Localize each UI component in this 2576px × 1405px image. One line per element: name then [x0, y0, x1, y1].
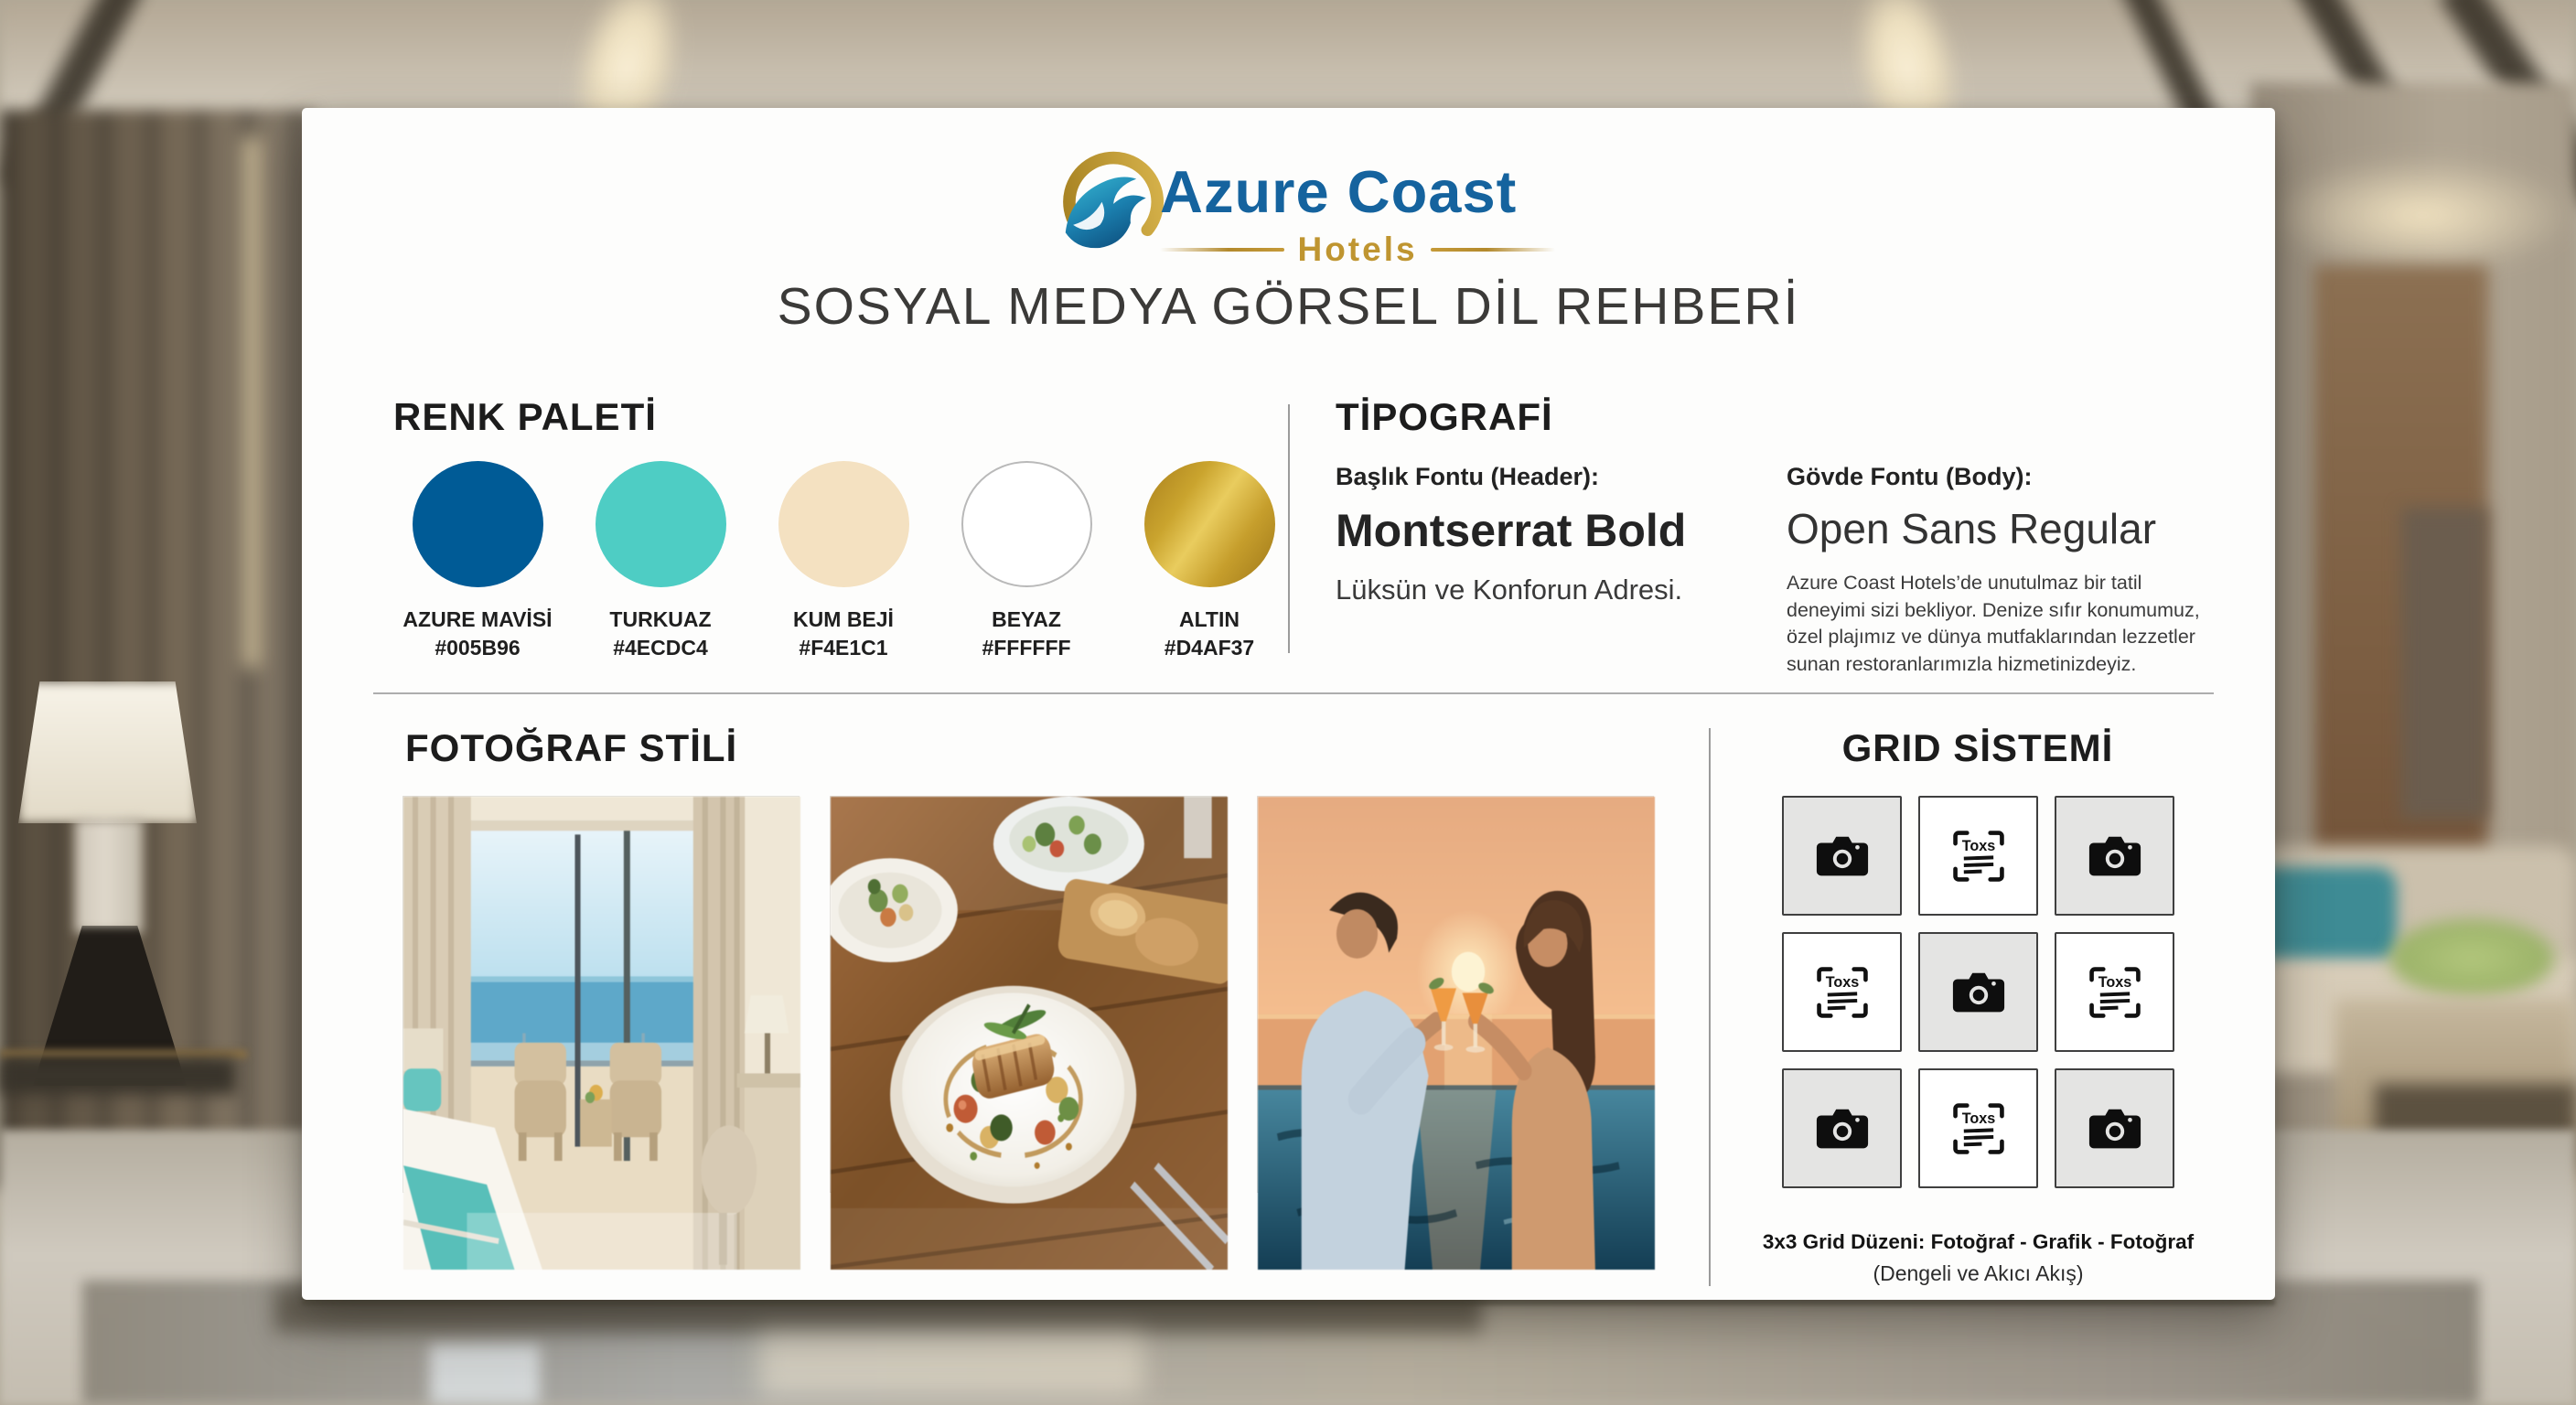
header-font-label: Başlık Fontu (Header):	[1336, 463, 1600, 490]
header-font-name: Montserrat Bold	[1336, 505, 1687, 556]
color-swatch-sand	[752, 461, 935, 662]
grid-cell-graphic	[1918, 796, 2038, 916]
camera-icon	[2087, 833, 2143, 879]
vertical-divider-top	[1288, 404, 1290, 653]
wall-art	[2401, 508, 2488, 819]
color-swatch-white	[935, 461, 1118, 662]
svg-text:Toxs: Toxs	[1961, 1110, 1995, 1127]
plant	[2389, 919, 2554, 997]
gold-divider-left	[1160, 248, 1284, 252]
brand-guide-card	[302, 108, 2275, 1300]
horizontal-divider	[373, 692, 2214, 694]
color-swatches	[386, 461, 1301, 662]
color-circle-gold	[1144, 461, 1275, 587]
cove-light	[2269, 156, 2576, 274]
body-font-sample: Azure Coast Hotels’de unutulmaz bir tatil deneyimi sizi bekliyor. Denize sıfır konumumuz, özel plajımız ve dünya mutfaklarından lezzetler sunan restoranlarımızla hizmetinizdeyiz.	[1787, 572, 2200, 675]
camera-icon	[1814, 833, 1871, 879]
photo-sunset-couple	[1257, 796, 1654, 1269]
color-circle-sand	[778, 461, 909, 587]
floor-reflection	[759, 1331, 1143, 1395]
color-name: ALTIN	[1178, 606, 1240, 631]
grid-cell-photo	[2055, 796, 2174, 916]
color-swatch-turquoise	[569, 461, 752, 662]
grid-caption	[1669, 1230, 2287, 1286]
grid-cell-graphic	[1918, 1068, 2038, 1188]
color-swatch-gold	[1118, 461, 1301, 662]
photo-sunset-image	[1257, 796, 1654, 1193]
color-name: BEYAZ	[992, 606, 1061, 631]
wave-logo-icon	[1050, 146, 1173, 269]
color-hex: #4ECDC4	[613, 635, 708, 660]
body-font-block	[1787, 463, 2216, 679]
color-hex: #D4AF37	[1164, 635, 1255, 660]
color-name: AZURE MAVİSİ	[402, 606, 553, 631]
grid-cell-photo	[1782, 796, 1902, 916]
color-circle-white	[961, 461, 1092, 587]
color-swatch-azure	[386, 461, 569, 662]
wall-light-glow	[242, 137, 261, 668]
floor-reflection	[430, 1345, 540, 1405]
floor-lamp-body	[75, 819, 143, 933]
grid-cell-graphic	[2055, 932, 2174, 1052]
grid-cell-photo	[1782, 1068, 1902, 1188]
header-font-sample: Lüksün ve Konforun Adresi.	[1336, 574, 1683, 606]
grid-caption-line2: (Dengeli ve Akıcı Akış)	[1873, 1261, 2084, 1285]
gold-divider-right	[1431, 248, 1555, 252]
grid-cell-photo	[2055, 1068, 2174, 1188]
body-font-label: Gövde Fontu (Body):	[1787, 463, 2033, 490]
grid-3x3	[1782, 796, 2174, 1188]
text-graphic-icon	[1945, 822, 2012, 890]
color-hex: #FFFFFF	[982, 635, 1071, 660]
brand-subtitle: Hotels	[1297, 231, 1418, 268]
floor-lamp-shade	[18, 681, 197, 823]
text-graphic-icon	[2081, 959, 2149, 1026]
camera-icon	[1814, 1106, 1871, 1152]
color-name: KUM BEJİ	[793, 606, 894, 631]
vertical-divider-bottom	[1709, 728, 1711, 1286]
grid-system-heading: GRID SİSTEMİ	[1841, 726, 2114, 769]
text-graphic-icon	[1945, 1095, 2012, 1163]
svg-text:Toxs: Toxs	[1961, 837, 1995, 854]
photo-room-image	[402, 796, 800, 1193]
color-name: TURKUAZ	[609, 606, 712, 631]
side-table-top	[0, 1057, 236, 1094]
color-circle-turquoise	[596, 461, 726, 587]
palette-heading: RENK PALETİ	[393, 395, 657, 438]
camera-icon	[1950, 970, 2007, 1015]
grid-caption-line1: 3x3 Grid Düzeni: Fotoğraf - Grafik - Fotoğraf	[1762, 1230, 2195, 1253]
color-hex: #005B96	[435, 635, 521, 660]
svg-text:Toxs: Toxs	[2098, 973, 2131, 991]
photo-food	[830, 796, 1227, 1269]
photo-room	[402, 796, 800, 1269]
brand-name: Azure Coast	[1160, 158, 1518, 225]
text-graphic-icon	[1809, 959, 1876, 1026]
color-circle-azure	[413, 461, 543, 587]
header-font-block	[1336, 463, 1766, 606]
photo-food-image	[830, 796, 1227, 1193]
brand-subtitle-row	[1160, 231, 1555, 269]
color-hex: #F4E1C1	[799, 635, 888, 660]
svg-text:Toxs: Toxs	[1825, 973, 1859, 991]
grid-cell-photo	[1918, 932, 2038, 1052]
typography-heading: TİPOGRAFİ	[1336, 395, 1553, 438]
page-title: SOSYAL MEDYA GÖRSEL DİL REHBERİ	[777, 277, 1800, 336]
grid-cell-graphic	[1782, 932, 1902, 1052]
camera-icon	[2087, 1106, 2143, 1152]
photo-style-heading: FOTOĞRAF STİLİ	[405, 726, 738, 769]
body-font-name: Open Sans Regular	[1787, 505, 2157, 552]
